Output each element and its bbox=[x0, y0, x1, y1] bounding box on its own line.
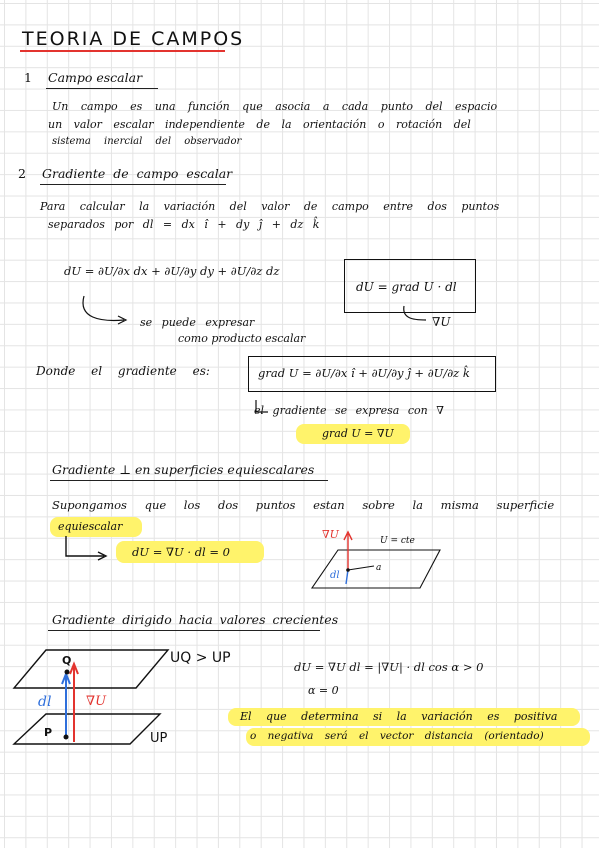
fig1-dl-label: dl bbox=[330, 570, 340, 581]
s1-line-3: sistema inercial del observador bbox=[52, 136, 242, 147]
point-q bbox=[65, 670, 70, 675]
grad-equals-nabla: grad U = ∇U bbox=[322, 427, 394, 440]
s3-line-2: equiescalar bbox=[58, 520, 123, 533]
lower-plane bbox=[14, 714, 160, 744]
fig1-point bbox=[346, 568, 350, 572]
fig2-p-label: P bbox=[44, 726, 53, 739]
nabla-u-note: ∇U bbox=[432, 315, 451, 329]
section-2-number: 2 bbox=[18, 166, 26, 181]
s3-line-1: Supongamos que los dos puntos estan sobre la misma superficie bbox=[52, 498, 555, 512]
fig1-a-label: a bbox=[376, 563, 382, 573]
section-4-heading: Gradiente dirigido hacia valores crecientes bbox=[52, 612, 339, 627]
s1-line-2: un valor escalar independiente de la orientación o rotación del bbox=[48, 118, 471, 131]
box-arrow bbox=[404, 306, 426, 320]
section-2-heading: Gradiente de campo escalar bbox=[42, 166, 233, 181]
s4-note-2: o negativa será el vector distancia (orientado) bbox=[250, 730, 544, 742]
section-3-heading: Gradiente ⊥ en superficies equiescalares bbox=[52, 462, 315, 477]
s1-line-1: Un campo es una función que asocia a cada punto del espacio bbox=[52, 100, 498, 113]
donde-text: Donde el gradiente es: bbox=[36, 364, 210, 378]
fig2-uq-label: UQ > UP bbox=[170, 650, 231, 666]
fig1-grad-label: ∇U bbox=[322, 528, 339, 541]
page-title: TEORIA DE CAMPOS bbox=[22, 28, 245, 50]
arrow-note-1: se puede expresar bbox=[140, 316, 255, 329]
a-vector-line bbox=[348, 566, 374, 570]
curved-arrow bbox=[83, 296, 124, 320]
s2-line-1: Para calcular la variación del valor de campo entre dos puntos bbox=[40, 200, 500, 213]
fig2-dl-label: dl bbox=[38, 694, 52, 710]
arrow-note-2: como producto escalar bbox=[178, 332, 306, 345]
s2-line-2: separados por dl = dx î + dy ĵ + dz k̂ bbox=[48, 218, 320, 231]
grad-definition: grad U = ∂U/∂x î + ∂U/∂y ĵ + ∂U/∂z k̂ bbox=[258, 366, 470, 380]
perpendicular-equation: dU = ∇U · dl = 0 bbox=[132, 545, 230, 559]
fig2-grad-label: ∇U bbox=[86, 694, 107, 709]
fig2-q-label: Q bbox=[62, 654, 72, 667]
section-1-heading: Campo escalar bbox=[48, 70, 143, 85]
s4-equation-1: dU = ∇U dl = |∇U| · dl cos α > 0 bbox=[294, 660, 484, 674]
fig1-const-label: U = cte bbox=[380, 536, 415, 546]
fig2-up-label: UP bbox=[150, 731, 168, 746]
grad-note-arrow bbox=[256, 400, 268, 412]
grad-nabla-note: el gradiente se expresa con ∇ bbox=[254, 404, 444, 417]
du-expansion: dU = ∂U/∂x dx + ∂U/∂y dy + ∂U/∂z dz bbox=[64, 264, 280, 278]
du-grad-equation: dU = grad U · dl bbox=[356, 280, 457, 294]
equiescalar-plane bbox=[312, 550, 440, 588]
s4-note-1: El que determina si la variación es positiva bbox=[240, 710, 558, 723]
perp-arrow bbox=[66, 536, 104, 556]
point-p bbox=[64, 735, 69, 740]
upper-plane bbox=[14, 650, 168, 688]
dl-vector-line bbox=[346, 570, 348, 584]
s4-equation-2: α = 0 bbox=[308, 684, 339, 697]
section-1-number: 1 bbox=[24, 70, 32, 85]
